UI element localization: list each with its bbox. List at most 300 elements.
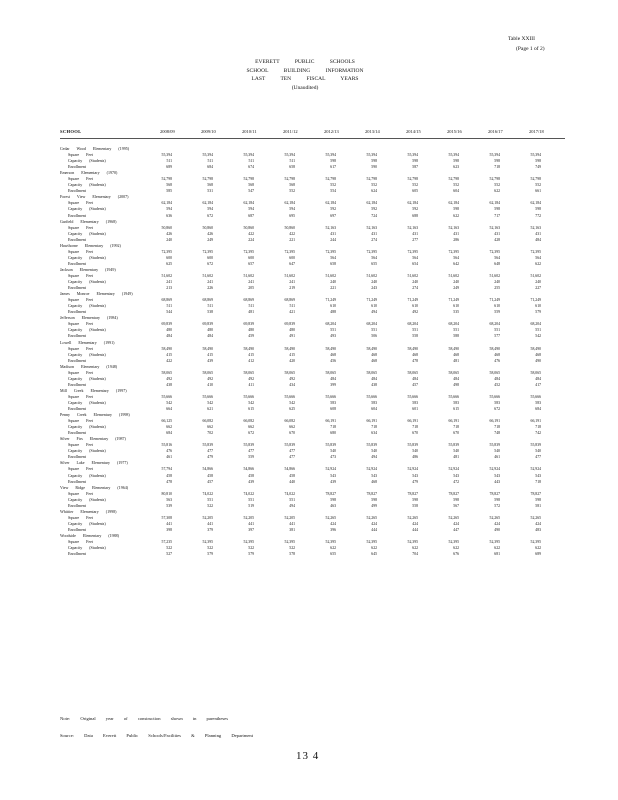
table-cell: 72,395: [202, 249, 213, 254]
table-cell: 559: [494, 310, 500, 315]
table-cell: 240: [166, 237, 172, 242]
table-cell: 617: [330, 165, 336, 170]
table-cell: 396: [330, 527, 336, 532]
table-cell: 62,184: [161, 201, 172, 206]
table-cell: 664: [166, 407, 172, 412]
table-cell: 452: [494, 382, 500, 387]
table-cell: 249: [207, 237, 213, 242]
table-cell: 52,265: [366, 515, 377, 520]
table-cell: 654: [412, 261, 418, 266]
table-cell: 439: [330, 479, 336, 484]
table-cell: 552: [371, 183, 377, 188]
table-cell: 563: [166, 497, 172, 502]
metric-label: Enrollment: [68, 212, 86, 218]
table-cell: 522: [207, 503, 213, 508]
table-cell: 52,395: [489, 540, 500, 545]
table-cell: 441: [166, 521, 172, 526]
table-cell: 50,860: [284, 225, 295, 230]
table-cell: 78,827: [448, 491, 459, 496]
table-cell: 431: [535, 231, 541, 236]
table-cell: 484: [371, 376, 377, 381]
table-cell: 672: [207, 213, 213, 218]
table-cell: 68,204: [366, 322, 377, 327]
table-cell: 542: [289, 400, 295, 405]
school-column-header: SCHOOL: [60, 129, 82, 134]
table-cell: 551: [289, 497, 295, 502]
table-cell: 55,666: [325, 394, 336, 399]
table-cell: 439: [248, 479, 254, 484]
table-cell: 62,184: [325, 201, 336, 206]
table-cell: 625: [289, 407, 295, 412]
metric-label: Capacity (Students): [68, 520, 106, 526]
table-cell: 456: [330, 358, 336, 363]
table-cell: 522: [289, 546, 295, 551]
table-cell: 484: [535, 237, 541, 242]
table-cell: 52,163: [530, 225, 541, 230]
school-building-table: [60, 146, 565, 557]
table-cell: 684: [535, 407, 541, 412]
table-cell: 52,924: [407, 467, 418, 472]
table-cell: 543: [494, 473, 500, 478]
table-cell: 598: [453, 159, 459, 164]
table-cell: 622: [494, 189, 500, 194]
table-cell: 481: [453, 358, 459, 363]
table-cell: 51,602: [366, 273, 377, 278]
table-cell: 672: [248, 431, 254, 436]
table-cell: 486: [412, 455, 418, 460]
table-cell: 243: [371, 286, 377, 291]
school-name: Madison Elementary (1948): [60, 363, 118, 369]
table-cell: 481: [248, 310, 254, 315]
school-name: Woodside Elementary (1988): [60, 533, 119, 538]
table-cell: 72,395: [530, 249, 541, 254]
metric-label: Square Feet: [68, 418, 93, 424]
table-cell: 54,866: [243, 467, 254, 472]
table-cell: 72,395: [407, 249, 418, 254]
table-cell: 422: [248, 231, 254, 236]
table-cell: 277: [412, 237, 418, 242]
table-cell: 594: [166, 207, 172, 212]
table-cell: 600: [248, 255, 254, 260]
table-cell: 78,827: [489, 491, 500, 496]
table-cell: 661: [535, 189, 541, 194]
table-cell: 52,395: [407, 540, 418, 545]
table-cell: 52,798: [407, 177, 418, 182]
metric-label: Enrollment: [68, 260, 86, 266]
table-cell: 72,395: [448, 249, 459, 254]
table-cell: 511: [289, 304, 295, 309]
table-cell: 551: [453, 328, 459, 333]
table-cell: 542: [535, 334, 541, 339]
table-cell: 583: [494, 400, 500, 405]
table-cell: 227: [535, 286, 541, 291]
table-cell: 542: [207, 400, 213, 405]
table-cell: 610: [330, 304, 336, 309]
table-cell: 645: [371, 552, 377, 557]
table-cell: 51,602: [448, 273, 459, 278]
table-cell: 55,839: [448, 443, 459, 448]
table-cell: 484: [453, 376, 459, 381]
table-cell: 219: [289, 286, 295, 291]
table-cell: 567: [453, 503, 459, 508]
table-cell: 655: [371, 261, 377, 266]
table-cell: 58,065: [489, 370, 500, 375]
table-cell: 71,249: [448, 298, 459, 303]
table-cell: 491: [289, 334, 295, 339]
table-cell: 58,065: [366, 370, 377, 375]
table-cell: 484: [207, 334, 213, 339]
table-cell: 687: [248, 213, 254, 218]
school-name: Lowell Elementary (1991): [60, 339, 115, 345]
table-cell: 552: [535, 183, 541, 188]
table-cell: 564: [453, 255, 459, 260]
table-cell: 74,022: [202, 491, 213, 496]
table-cell: 480: [248, 328, 254, 333]
table-cell: 670: [412, 431, 418, 436]
table-cell: 540: [371, 449, 377, 454]
table-cell: 58,490: [489, 346, 500, 351]
table-cell: 58,490: [202, 346, 213, 351]
table-cell: 551: [207, 497, 213, 502]
table-cell: 552: [330, 183, 336, 188]
table-cell: 684: [166, 431, 172, 436]
table-cell: 58,490: [161, 346, 172, 351]
year-header: 2016/17: [488, 129, 503, 134]
table-cell: 68,869: [161, 298, 172, 303]
table-cell: 55,394: [161, 153, 172, 158]
table-cell: 52,395: [202, 540, 213, 545]
table-cell: 718: [535, 425, 541, 430]
table-cell: 578: [289, 552, 295, 557]
table-cell: 624: [371, 189, 377, 194]
table-cell: 598: [453, 207, 459, 212]
table-cell: 69,839: [202, 322, 213, 327]
school-name: Forest View Elementary (2007): [60, 194, 129, 200]
table-cell: 558: [412, 334, 418, 339]
table-cell: 672: [494, 407, 500, 412]
table-cell: 499: [371, 503, 377, 508]
table-cell: 494: [371, 310, 377, 315]
table-cell: 440: [289, 479, 295, 484]
table-cell: 522: [248, 546, 254, 551]
metric-label: Capacity (Students): [68, 375, 106, 381]
table-cell: 594: [289, 207, 295, 212]
table-cell: 615: [248, 407, 254, 412]
table-cell: 572: [494, 503, 500, 508]
table-cell: 66,191: [448, 419, 459, 424]
table-cell: 55,394: [489, 153, 500, 158]
table-cell: 444: [371, 527, 377, 532]
table-cell: 439: [207, 358, 213, 363]
table-cell: 583: [371, 400, 377, 405]
table-cell: 543: [330, 473, 336, 478]
table-cell: 68,869: [202, 298, 213, 303]
metric-label: Enrollment: [68, 526, 86, 532]
table-cell: 697: [330, 213, 336, 218]
table-cell: 748: [494, 431, 500, 436]
table-cell: 57,308: [161, 515, 172, 520]
metric-label: Capacity (Students): [68, 424, 106, 430]
table-cell: 684: [207, 165, 213, 170]
table-cell: 224: [248, 237, 254, 242]
table-cell: 543: [535, 473, 541, 478]
table-cell: 428: [494, 237, 500, 242]
table-cell: 51,602: [243, 273, 254, 278]
table-cell: 241: [207, 280, 213, 285]
table-cell: 477: [289, 455, 295, 460]
table-cell: 240: [371, 280, 377, 285]
metric-label: Square Feet: [68, 297, 93, 303]
table-cell: 55,666: [530, 394, 541, 399]
school-name: View Ridge Elementary (1964): [60, 484, 129, 490]
table-cell: 52,265: [448, 515, 459, 520]
table-cell: 598: [371, 159, 377, 164]
table-cell: 458: [289, 473, 295, 478]
metric-label: Capacity (Students): [68, 158, 106, 164]
table-cell: 511: [166, 159, 172, 164]
metric-label: Enrollment: [68, 551, 86, 557]
table-cell: 658: [330, 261, 336, 266]
table-cell: 551: [494, 328, 500, 333]
table-cell: 718: [535, 479, 541, 484]
metric-label: Enrollment: [68, 236, 86, 242]
metric-label: Square Feet: [68, 393, 93, 399]
table-cell: 66,191: [366, 419, 377, 424]
table-cell: 52,205: [284, 515, 295, 520]
table-cell: 662: [166, 425, 172, 430]
year-header: 2009/10: [201, 129, 216, 134]
table-cell: 479: [412, 479, 418, 484]
metric-label: Square Feet: [68, 176, 93, 182]
table-cell: 540: [412, 449, 418, 454]
table-cell: 58,065: [161, 370, 172, 375]
table-cell: 492: [289, 376, 295, 381]
metric-label: Square Feet: [68, 514, 93, 520]
table-cell: 424: [494, 521, 500, 526]
table-cell: 598: [535, 497, 541, 502]
table-cell: 551: [412, 328, 418, 333]
table-cell: 481: [453, 455, 459, 460]
table-cell: 542: [248, 400, 254, 405]
table-cell: 592: [330, 207, 336, 212]
table-cell: 494: [371, 455, 377, 460]
table-cell: 69,839: [243, 322, 254, 327]
table-cell: 647: [289, 261, 295, 266]
table-cell: 581: [535, 503, 541, 508]
table-cell: 468: [371, 479, 377, 484]
table-cell: 52,798: [161, 177, 172, 182]
metric-label: Square Feet: [68, 442, 93, 448]
school-name: James Monroe Elementary (1949): [60, 291, 133, 297]
table-cell: 71,249: [407, 298, 418, 303]
header-divider: [60, 138, 565, 139]
year-header: 2012/13: [324, 129, 339, 134]
metric-label: Capacity (Students): [68, 254, 106, 260]
metric-label: Capacity (Students): [68, 279, 106, 285]
table-cell: 78,827: [407, 491, 418, 496]
table-cell: 540: [453, 449, 459, 454]
table-cell: 52,163: [407, 225, 418, 230]
metric-label: Enrollment: [68, 188, 86, 194]
table-cell: 58,490: [448, 346, 459, 351]
table-cell: 610: [535, 304, 541, 309]
table-cell: 600: [207, 255, 213, 260]
table-cell: 540: [494, 449, 500, 454]
table-cell: 559: [248, 455, 254, 460]
table-cell: 74,022: [243, 491, 254, 496]
table-cell: 52,798: [530, 177, 541, 182]
table-cell: 681: [494, 552, 500, 557]
table-cell: 477: [248, 449, 254, 454]
table-cell: 68,204: [325, 322, 336, 327]
table-cell: 610: [412, 304, 418, 309]
table-cell: 69,839: [161, 322, 172, 327]
table-cell: 286: [453, 237, 459, 242]
table-cell: 622: [535, 261, 541, 266]
table-cell: 674: [248, 165, 254, 170]
table-cell: 55,839: [243, 443, 254, 448]
table-cell: 66,191: [530, 419, 541, 424]
table-cell: 443: [494, 479, 500, 484]
table-cell: 52,265: [407, 515, 418, 520]
table-cell: 551: [330, 328, 336, 333]
table-cell: 55,666: [407, 394, 418, 399]
table-cell: 511: [207, 304, 213, 309]
table-cell: 58,065: [407, 370, 418, 375]
table-cell: 66,191: [407, 419, 418, 424]
table-cell: 415: [207, 352, 213, 357]
table-cell: 564: [535, 255, 541, 260]
table-cell: 78,827: [366, 491, 377, 496]
metric-label: Enrollment: [68, 309, 86, 315]
table-cell: 58,490: [325, 346, 336, 351]
table-cell: 689: [535, 552, 541, 557]
table-cell: 244: [330, 237, 336, 242]
table-cell: 527: [166, 552, 172, 557]
table-cell: 71,249: [489, 298, 500, 303]
table-cell: 579: [248, 552, 254, 557]
table-cell: 422: [166, 358, 172, 363]
table-cell: 52,798: [325, 177, 336, 182]
table-cell: 543: [371, 473, 377, 478]
table-cell: 66,082: [284, 419, 295, 424]
table-cell: 66,191: [325, 419, 336, 424]
table-cell: 622: [371, 546, 377, 551]
table-cell: 68,204: [489, 322, 500, 327]
table-cell: 718: [371, 425, 377, 430]
table-cell: 69,839: [284, 322, 295, 327]
table-cell: 71,249: [325, 298, 336, 303]
table-cell: 55,394: [407, 153, 418, 158]
table-cell: 477: [207, 449, 213, 454]
table-cell: 604: [371, 407, 377, 412]
table-cell: 642: [453, 261, 459, 266]
table-cell: 742: [535, 431, 541, 436]
table-cell: 55,666: [448, 394, 459, 399]
table-cell: 58,065: [284, 370, 295, 375]
table-cell: 522: [207, 546, 213, 551]
table-cell: 55,816: [161, 443, 172, 448]
table-cell: 52,395: [325, 540, 336, 545]
table-cell: 52,798: [366, 177, 377, 182]
table-cell: 459: [248, 334, 254, 339]
table-cell: 55,666: [284, 394, 295, 399]
table-cell: 55,666: [366, 394, 377, 399]
table-cell: 50,860: [243, 225, 254, 230]
table-cell: 415: [289, 352, 295, 357]
table-cell: 622: [494, 546, 500, 551]
school-name: Hawthorne Elementary (1992): [60, 242, 121, 248]
table-cell: 543: [412, 473, 418, 478]
metric-label: Square Feet: [68, 490, 93, 496]
table-cell: 240: [453, 280, 459, 285]
report-title-line: (Unaudited): [291, 84, 319, 91]
table-cell: 55,394: [325, 153, 336, 158]
table-cell: 564: [494, 255, 500, 260]
metric-label: Capacity (Students): [68, 206, 106, 212]
table-cell: 424: [535, 521, 541, 526]
table-cell: 52,924: [325, 467, 336, 472]
metric-label: Square Feet: [68, 200, 93, 206]
table-cell: 598: [330, 497, 336, 502]
metric-label: Capacity (Students): [68, 496, 106, 502]
table-cell: 274: [412, 286, 418, 291]
table-cell: 592: [412, 207, 418, 212]
table-cell: 568: [207, 183, 213, 188]
metric-label: Square Feet: [68, 321, 93, 327]
table-cell: 438: [371, 382, 377, 387]
table-cell: 51,602: [284, 273, 295, 278]
table-cell: 718: [494, 425, 500, 430]
table-cell: 622: [453, 546, 459, 551]
table-cell: 564: [330, 255, 336, 260]
table-cell: 240: [494, 280, 500, 285]
table-cell: 415: [166, 352, 172, 357]
table-cell: 55,394: [366, 153, 377, 158]
table-cell: 718: [330, 425, 336, 430]
table-cell: 78,827: [530, 491, 541, 496]
table-cell: 52,395: [243, 540, 254, 545]
table-cell: 412: [248, 358, 254, 363]
table-cell: 484: [494, 376, 500, 381]
table-cell: 598: [494, 207, 500, 212]
metric-label: Enrollment: [68, 502, 86, 508]
table-cell: 598: [330, 159, 336, 164]
table-cell: 718: [453, 425, 459, 430]
table-cell: 468: [371, 358, 377, 363]
table-cell: 58,065: [530, 370, 541, 375]
table-cell: 608: [330, 407, 336, 412]
table-cell: 72,395: [243, 249, 254, 254]
table-cell: 718: [412, 425, 418, 430]
table-cell: 58,490: [366, 346, 377, 351]
table-cell: 52,395: [448, 540, 459, 545]
table-cell: 74,022: [284, 491, 295, 496]
table-cell: 51,602: [325, 273, 336, 278]
table-cell: 62,184: [243, 201, 254, 206]
table-cell: 484: [330, 376, 336, 381]
table-cell: 431: [371, 231, 377, 236]
table-cell: 424: [371, 521, 377, 526]
table-cell: 379: [207, 527, 213, 532]
table-cell: 476: [494, 358, 500, 363]
table-cell: 424: [330, 521, 336, 526]
table-cell: 484: [535, 376, 541, 381]
metric-label: Enrollment: [68, 454, 86, 460]
table-cell: 66,082: [202, 419, 213, 424]
table-cell: 540: [535, 449, 541, 454]
table-cell: 52,265: [530, 515, 541, 520]
